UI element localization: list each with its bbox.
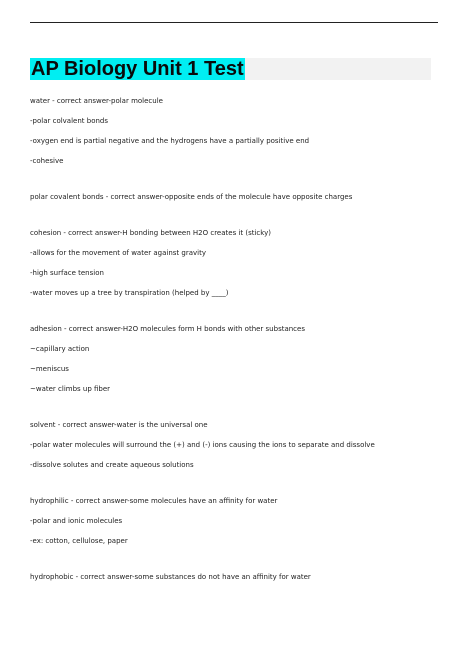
text-line: polar covalent bonds - correct answer-opposite ends of the molecule have opposite charges: [30, 193, 353, 201]
document-body: [30, 97, 450, 593]
text-line: ~meniscus: [30, 365, 69, 373]
text-line: water - correct answer-polar molecule: [30, 97, 163, 105]
page-title: AP Biology Unit 1 Test: [31, 58, 244, 80]
text-line: -polar and ionic molecules: [30, 517, 123, 525]
text-line: -dissolve solutes and create aqueous solutions: [30, 461, 194, 469]
text-line: -cohesive: [30, 157, 64, 165]
text-line: -oxygen end is partial negative and the hydrogens have a partially positive end: [30, 137, 310, 145]
text-line: hydrophilic - correct answer-some molecules have an affinity for water: [30, 497, 278, 505]
text-line: cohesion - correct answer-H bonding between H2O creates it (sticky): [30, 229, 271, 237]
text-line: solvent - correct answer-water is the universal one: [30, 421, 208, 429]
text-line: -high surface tension: [30, 269, 104, 277]
header-rule: [30, 22, 438, 23]
text-line: -water moves up a tree by transpiration (helped by ____): [30, 289, 229, 297]
text-line: ~capillary action: [30, 345, 90, 353]
text-line: -allows for the movement of water against gravity: [30, 249, 206, 257]
text-line: -polar colvalent bonds: [30, 117, 109, 125]
text-line: hydrophobic - correct answer-some substances do not have an affinity for water: [30, 573, 311, 581]
text-line: -polar water molecules will surround the (+) and (-) ions causing the ions to separate and dissolve: [30, 441, 375, 449]
text-line: -ex: cotton, cellulose, paper: [30, 537, 128, 545]
text-line: adhesion - correct answer-H2O molecules form H bonds with other substances: [30, 325, 305, 333]
text-line: ~water climbs up fiber: [30, 385, 111, 393]
